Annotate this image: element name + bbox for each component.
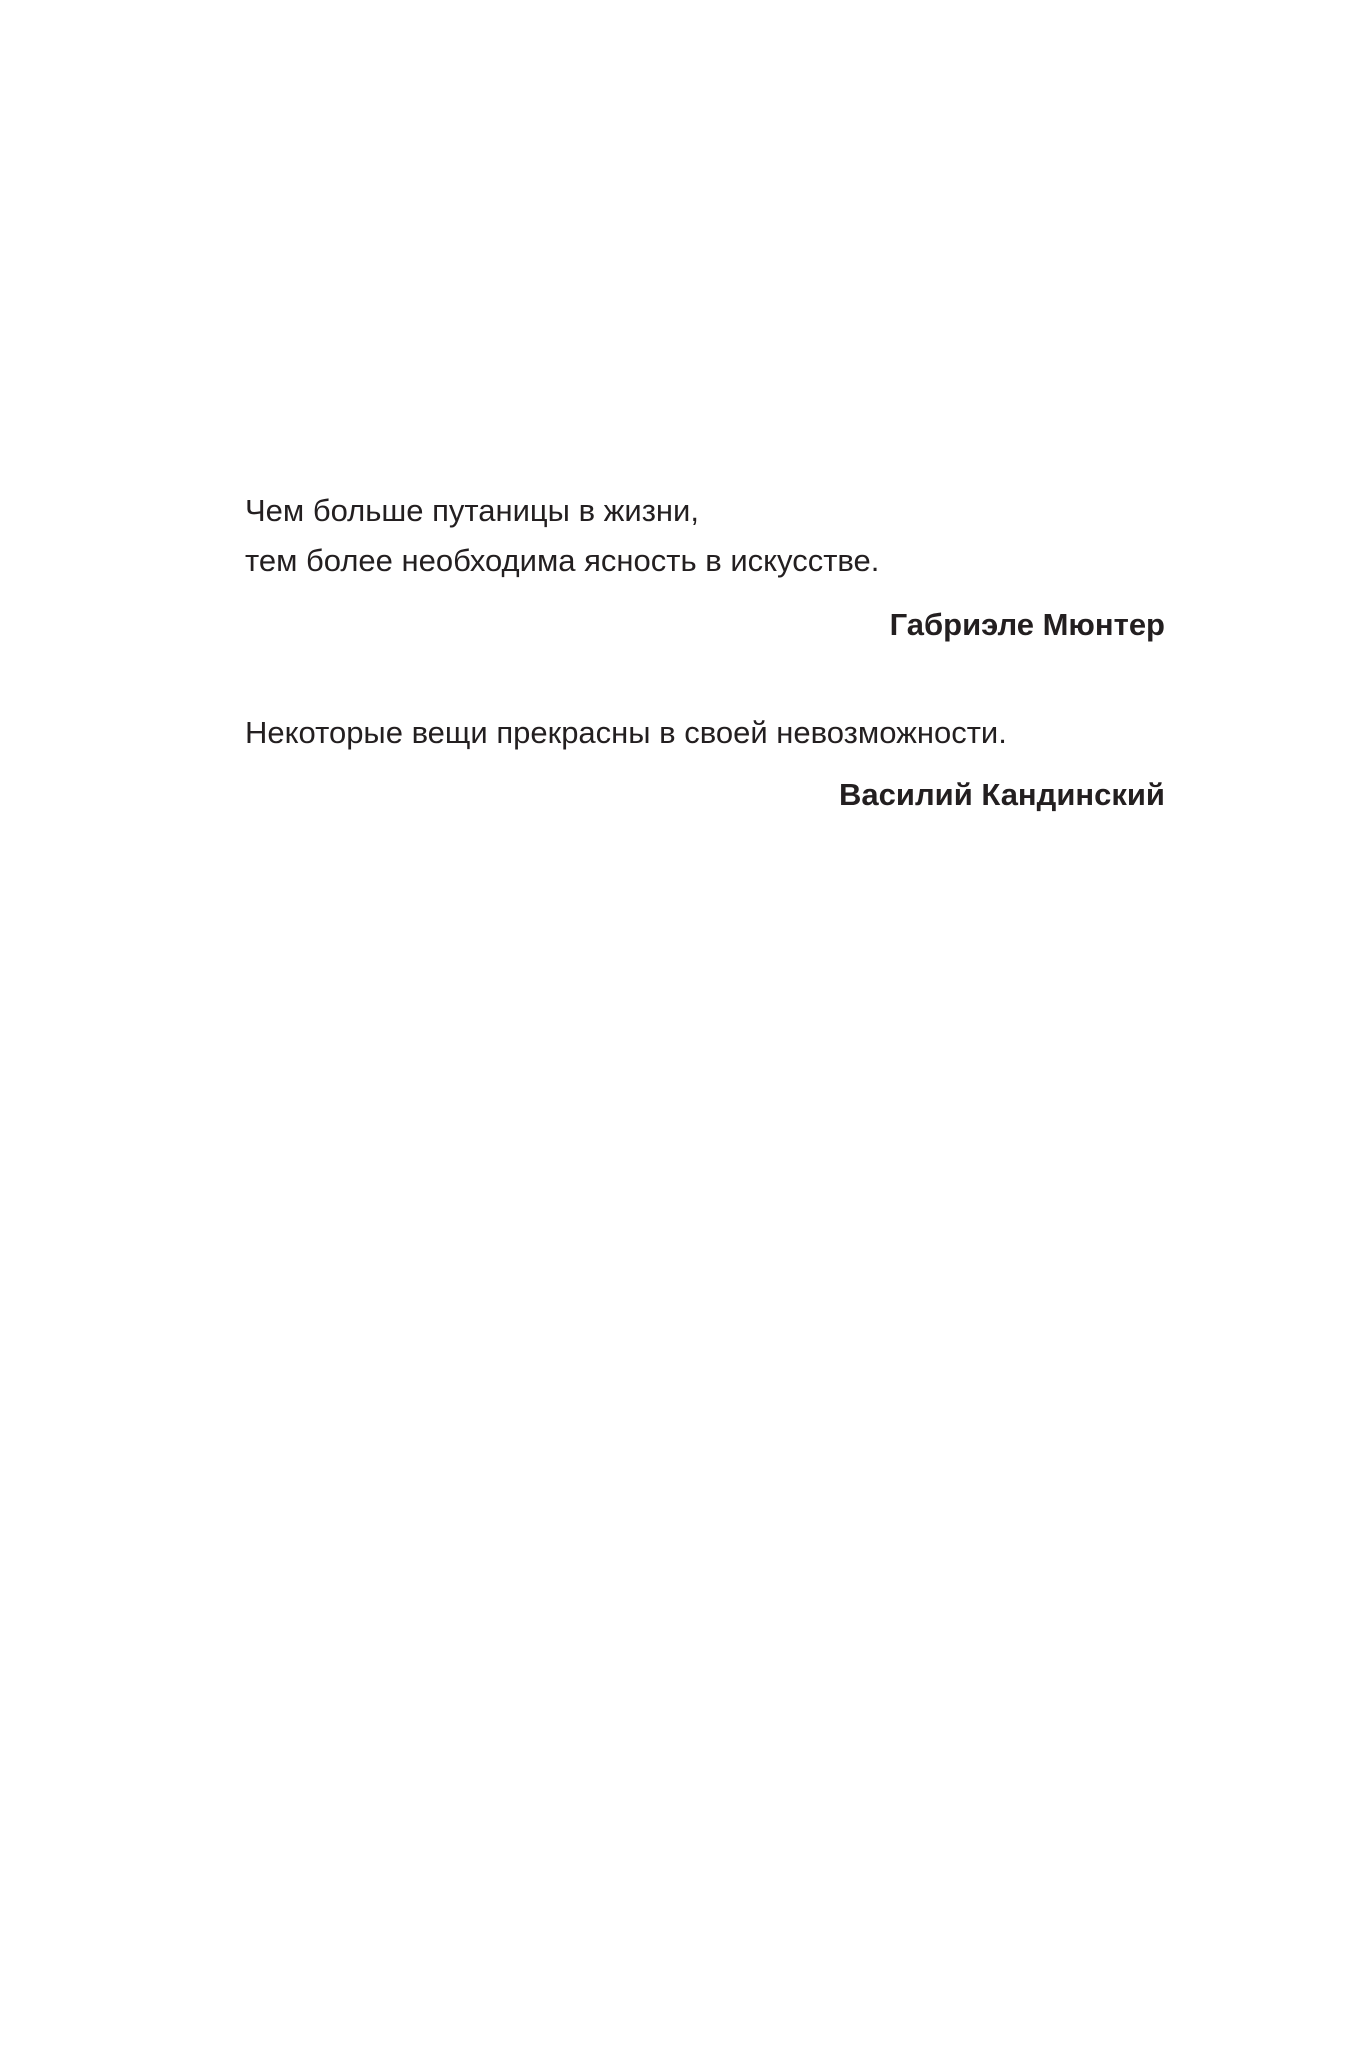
quote-author: Габриэле Мюнтер <box>889 607 1165 642</box>
quote-line: Чем больше путаницы в жизни, <box>245 493 699 528</box>
epigraph-munter <box>245 486 1165 650</box>
quote-line: тем более необходима ясность в искусстве. <box>245 543 880 578</box>
quote-line: Некоторые вещи прекрасны в своей невозможности. <box>245 715 1007 750</box>
epigraph-kandinsky <box>245 708 1165 820</box>
quote-author: Василий Кандинский <box>839 777 1165 812</box>
epigraph-section <box>245 486 1165 820</box>
